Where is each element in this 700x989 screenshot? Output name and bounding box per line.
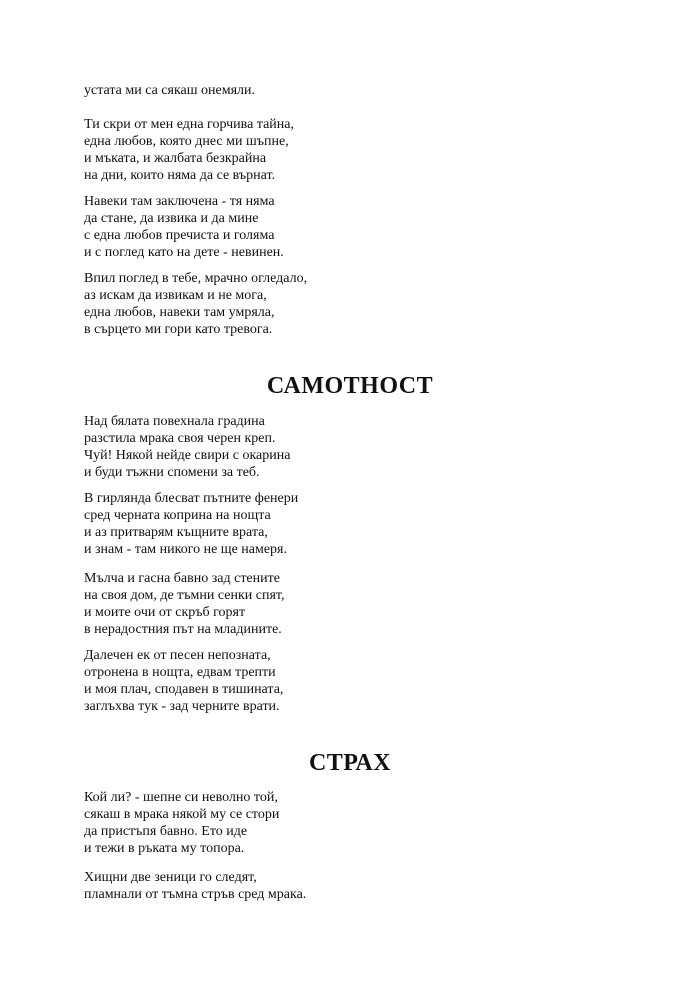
poem-line: да стане, да извика и да мине [84,211,259,226]
poem-line: Навеки там заключена - тя няма [84,194,275,209]
poem-line: Над бялата повехнала градина [84,414,265,429]
poem-line: на дни, които няма да се върнат. [84,168,276,183]
poem-line: в сърцето ми гори като тревога. [84,322,273,337]
poem-line: Кой ли? - шепне си неволно той, [84,790,278,805]
poem-line: и моя плач, сподавен в тишината, [84,682,284,697]
poem-line: и с поглед като на дете - невинен. [84,245,284,260]
poem-line: Мълча и гасна бавно зад стените [84,571,280,586]
poem-line: Далечен ек от песен непозната, [84,648,271,663]
poem-line: разстила мрака своя черен креп. [84,431,276,446]
poem-line: и тежи в ръката му топора. [84,841,245,856]
stanza [84,789,644,857]
stanza [84,490,644,558]
poem-line: сред черната коприна на нощта [84,508,271,523]
poem-line: отронена в нощта, едвам трепти [84,665,276,680]
poem-line: една любов, която днес ми шъпне, [84,134,289,149]
poem-line: устата ми са сякаш онемяли. [84,83,256,98]
poem-line: сякаш в мрака някой му се стори [84,807,280,822]
poem-line: Впил поглед в тебе, мрачно огледало, [84,271,308,286]
poem-line: и буди тъжни спомени за теб. [84,465,260,480]
poem-line: с една любов пречиста и голяма [84,228,275,243]
poem-line: и аз притварям къщните врата, [84,525,268,540]
poem-line: В гирлянда блесват пътните фенери [84,491,299,506]
poem-line: и моите очи от скръб горят [84,605,246,620]
poem-line: Хищни две зеници го следят, [84,870,257,885]
poem-title: САМОТНОСТ [266,373,434,399]
poem-line: аз искам да извикам и не мога, [84,288,267,303]
poem-line: Чуй! Някой нейде свири с окарина [84,448,291,463]
poem-line: и мъката, и жалбата безкрайна [84,151,267,166]
stanza [84,647,644,715]
stanza [84,270,644,338]
poem-title: СТРАХ [308,750,392,776]
poem-line: в нерадостния път на младините. [84,622,282,637]
stanza [84,413,644,481]
stanza [84,193,644,261]
intro-stanza [84,82,644,99]
poem-line: заглъхва тук - зад черните врати. [84,699,280,714]
poem-line: Ти скри от мен една горчива тайна, [84,117,294,132]
stanza [84,116,644,184]
stanza [84,570,644,638]
poem-line: да пристъпя бавно. Ето иде [84,824,248,839]
stanza [84,869,644,903]
poem-line: пламнали от тъмна стръв сред мрака. [84,887,307,902]
poem-line: и знам - там никого не ще намеря. [84,542,287,557]
poem-line: една любов, навеки там умряла, [84,305,275,320]
poem-line: на своя дом, де тъмни сенки спят, [84,588,285,603]
